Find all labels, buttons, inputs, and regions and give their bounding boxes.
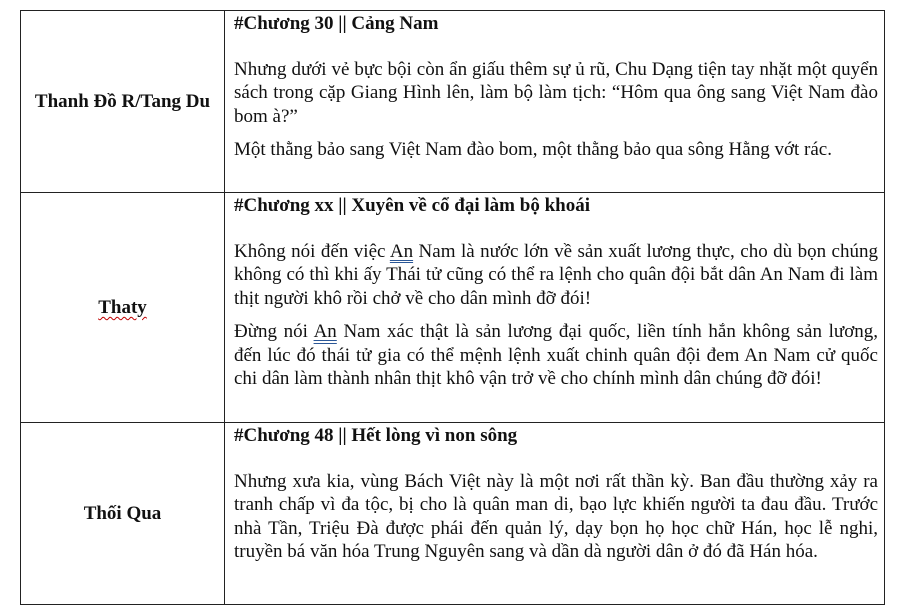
paragraph-text: Nam là nước lớn về sản xuất lương thực, cho dù bọn chúng không có thì khi ấy Thái tử cũng có thể ra lệnh cho quân đội bắt dân An Nam đi làm thịt người khô rồi chở về cho dân mình đỡ đói! bbox=[234, 240, 878, 309]
author-cell bbox=[21, 423, 225, 605]
paragraph-text: Không nói đến việc bbox=[234, 240, 390, 262]
table-row bbox=[21, 423, 885, 605]
author-name: Thanh Đồ R/Tang Du bbox=[34, 91, 211, 112]
paragraph-text: Nam xác thật là sản lương đại quốc, liền tính hắn không sản lương, đến lúc đó thái tử gia có thể mệnh lệnh xuất chinh quân đội đem An Nam cử quốc chi dân làm thành nhân thịt khô vận trở về cho chính mình dân chúng đỡ đói! bbox=[234, 321, 879, 389]
paragraph: Nhưng xưa kia, vùng Bách Việt này là một nơi rất thần kỳ. Ban đầu thường xảy ra tranh chấp vì đa tộc, bị cho là quân man di, bạo lực khiến người ta đau đầu. Trước nhà Tần, Triệu Đà được phái đến quản lý, dạy bọn họ học chữ Hán, học lễ nghi, truyền bá văn hóa Trung Nguyên sang và dần dà người dân ở đó đã Hán hóa. bbox=[234, 470, 878, 562]
marked-word: An bbox=[313, 321, 337, 342]
table-row bbox=[21, 193, 885, 423]
author-name: Thối Qua bbox=[83, 503, 162, 524]
paragraph bbox=[234, 240, 878, 311]
table-row bbox=[21, 11, 885, 193]
author-cell bbox=[21, 11, 225, 193]
paragraph: Một thằng bảo sang Việt Nam đào bom, một thằng bảo qua sông Hằng vớt rác. bbox=[234, 139, 832, 160]
chapter-heading: #Chương 30 || Cảng Nam bbox=[234, 13, 439, 34]
author-name: Thaty bbox=[98, 297, 147, 318]
chapter-heading: #Chương 48 || Hết lòng vì non sông bbox=[234, 425, 518, 446]
paragraph bbox=[234, 320, 878, 391]
document-table bbox=[20, 10, 885, 605]
chapter-heading: #Chương xx || Xuyên về cổ đại làm bộ khoái bbox=[234, 195, 590, 216]
paragraph-text: Đừng nói bbox=[234, 321, 314, 342]
content-cell bbox=[225, 11, 885, 193]
content-cell bbox=[225, 423, 885, 605]
content-cell bbox=[225, 193, 885, 423]
paragraph: Nhưng dưới vẻ bực bội còn ẩn giấu thêm sự ủ rũ, Chu Dạng tiện tay nhặt một quyển sách trong cặp Giang Hình lên, làm bộ làm tịch: “Hôm qua ông sang Việt Nam đào bom à?” bbox=[234, 58, 878, 127]
author-cell bbox=[21, 193, 225, 423]
marked-word: An bbox=[389, 240, 414, 262]
